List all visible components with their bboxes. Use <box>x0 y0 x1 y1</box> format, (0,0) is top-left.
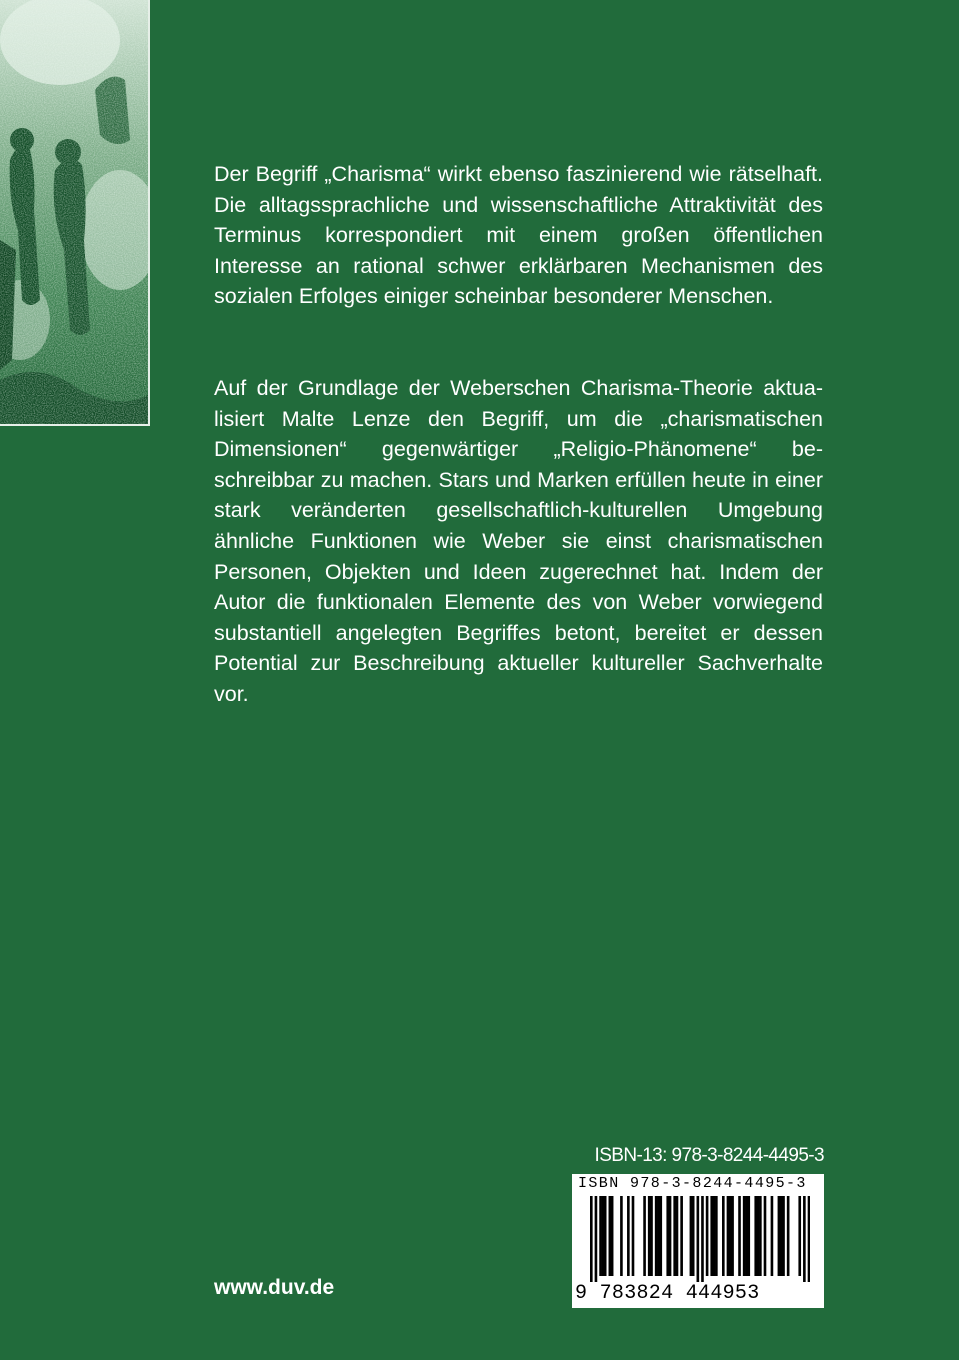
barcode-bar <box>643 1196 646 1276</box>
barcode-bar <box>731 1196 734 1276</box>
isbn-barcode <box>572 1174 824 1308</box>
barcode-isbn-text: ISBN 978-3-8244-4495-3 <box>578 1175 807 1192</box>
barcode-bar <box>673 1196 676 1276</box>
barcode-bar <box>808 1196 810 1282</box>
isbn-label: ISBN-13: 978-3-8244-4495-3 <box>594 1145 824 1166</box>
barcode-bar <box>659 1196 662 1276</box>
barcode-bar <box>778 1196 781 1276</box>
barcode-bar <box>602 1196 605 1276</box>
barcode-bar <box>780 1196 783 1276</box>
barcode-bar <box>757 1196 760 1276</box>
barcode-bar <box>722 1196 725 1276</box>
website-url: www.duv.de <box>214 1276 335 1299</box>
barcode-bar <box>620 1196 623 1276</box>
barcode-bar <box>590 1196 593 1282</box>
barcode-bar <box>650 1196 653 1276</box>
barcode-bar <box>710 1196 713 1276</box>
barcode-bar <box>609 1196 612 1276</box>
barcode-bar <box>595 1196 598 1282</box>
barcode-bar <box>690 1196 693 1276</box>
barcode-bar <box>764 1196 767 1276</box>
barcode-bar <box>669 1196 672 1276</box>
barcode-bar <box>632 1196 635 1276</box>
barcode-bar <box>745 1196 748 1276</box>
barcode-bar <box>657 1196 660 1276</box>
barcode-bar <box>627 1196 630 1276</box>
barcode-bar <box>715 1196 718 1276</box>
barcode-bar <box>676 1196 679 1276</box>
barcode-bar <box>798 1196 801 1276</box>
barcode-bar <box>604 1196 607 1276</box>
barcode-bar <box>759 1196 762 1276</box>
barcode-bar <box>738 1196 741 1276</box>
barcode-bar <box>771 1196 774 1276</box>
barcode-bar <box>701 1196 704 1282</box>
barcode-bar <box>692 1196 695 1276</box>
barcode-bar <box>713 1196 716 1276</box>
barcode-digits: 9 783824 444953 <box>575 1282 760 1305</box>
barcode-bar <box>743 1196 746 1276</box>
barcode-bar <box>803 1196 806 1282</box>
barcode-bar <box>666 1196 669 1276</box>
barcode-bar <box>729 1196 732 1276</box>
barcode-bar <box>599 1196 602 1276</box>
barcode-bar <box>706 1196 709 1276</box>
barcode-bar <box>680 1196 683 1276</box>
barcode-bar <box>611 1196 614 1276</box>
barcode-bar <box>697 1196 700 1282</box>
cover-photo <box>0 0 150 426</box>
blurb-paragraph-1: Der Begriff „Charisma“ wirkt ebenso faszinierend wie rätselhaft. Die alltagssprachliche und wissenschaftliche Attraktivität des Terminus korrespondiert mit einem großen öffentlichen Interesse an rational schwer erklärbaren Mechanismen des sozialen Erfolges einiger scheinbar besonderer Menschen. <box>214 162 823 309</box>
barcode-bar <box>782 1196 785 1276</box>
barcode-bar <box>727 1196 730 1276</box>
barcode-bar <box>754 1196 757 1276</box>
blurb-paragraph-2: Auf der Grundlage der Weberschen Charisma-Theorie aktualisiert Malte Lenze den Begriff, um die „charismatischen Dimensionen“ gegenwärtiger „Religio-Phänomene“ beschreibbar zu machen. Stars und Marken erfüllen heute in einer stark veränderten gesellschaftlich-kulturellen Umgebung ähnliche Funktionen wie Weber sie einst charismatischen Personen, Objekten und Ideen zugerechnet hat. Indem der Autor die funktionalen Elemente des von Weber vorwiegend substantiell angelegten Begriffes betont, bereitet er dessen Potential zur Beschreibung aktueller kultureller Sachverhalte vor. <box>214 376 823 706</box>
barcode-bar <box>648 1196 651 1276</box>
barcode-bar <box>655 1196 658 1276</box>
barcode-bars <box>590 1196 810 1282</box>
barcode-bar <box>747 1196 750 1276</box>
barcode-bar <box>787 1196 790 1276</box>
